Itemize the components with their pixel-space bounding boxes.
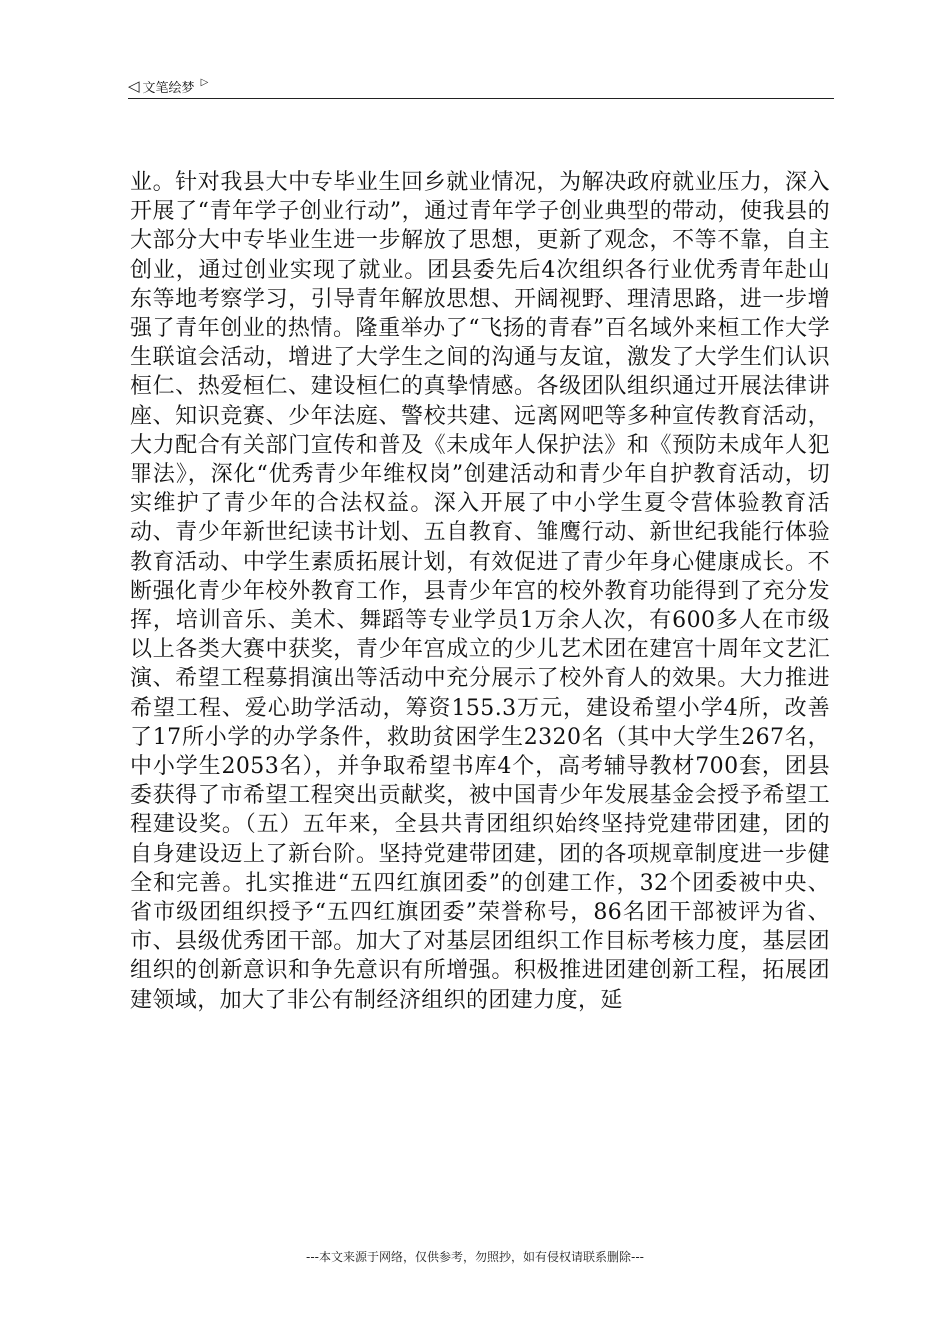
page-footer: ---本文来源于网络，仅供参考，勿照抄，如有侵权请联系删除--- xyxy=(306,1250,644,1264)
triangle-left-icon: ◁ xyxy=(128,76,140,95)
triangle-right-icon: ▷ xyxy=(200,77,209,88)
header-title: 文笔绘梦 xyxy=(142,80,195,96)
header-divider xyxy=(128,98,834,99)
page-header xyxy=(128,74,834,98)
body-paragraph: 业。针对我县大中专毕业生回乡就业情况，为解决政府就业压力，深入开展了“青年学子创业行动”，通过青年学子创业典型的带动，使我县的大部分大中专毕业生进一步解放了思想，更新了观念，不等不靠，自主创业，通过创业实现了就业。团县委先后4次组织各行业优秀青年赴山东等地考察学习，引导青年解放思想、开阔视野、理清思路，进一步增强了青年创业的热情。隆重举办了“飞扬的青春”百名域外来桓工作大学生联谊会活动，增进了大学生之间的沟通与友谊，激发了大学生们认识桓仁、热爱桓仁、建设桓仁的真挚情感。各级团队组织通过开展法律讲座、知识竞赛、少年法庭、警校共建、远离网吧等多种宣传教育活动，大力配合有关部门宣传和普及《未成年人保护法》和《预防未成年人犯罪法》，深化“优秀青少年维权岗”创建活动和青少年自护教育活动，切实维护了青少年的合法权益。深入开展了中小学生夏令营体验教育活动、青少年新世纪读书计划、五自教育、雏鹰行动、新世纪我能行体验教育活动、中学生素质拓展计划，有效促进了青少年身心健康成长。不断强化青少年校外教育工作，县青少年宫的校外教育功能得到了充分发挥，培训音乐、美术、舞蹈等专业学员1万余人次，有600多人在市级以上各类大赛中获奖，青少年宫成立的少儿艺术团在建宫十周年文艺汇演、希望工程募捐演出等活动中充分展示了校外育人的效果。大力推进希望工程、爱心助学活动，筹资155.3万元，建设希望小学4所，改善了17所小学的办学条件，救助贫困学生2320名（其中大学生267名，中小学生2053名），并争取希望书库4个，高考辅导教材700套，团县委获得了市希望工程突出贡献奖，被中国青少年发展基金会授予希望工程建设奖。（五）五年来，全县共青团组织始终坚持党建带团建，团的自身建设迈上了新台阶。坚持党建带团建，团的各项规章制度进一步健全和完善。扎实推进“五四红旗团委”的创建工作，32个团委被中央、省市级团组织授予“五四红旗团委”荣誉称号，86名团干部被评为省、市、县级优秀团干部。加大了对基层团组织工作目标考核力度，基层团组织的创新意识和争先意识有所增强。积极推进团建创新工程，拓展团建领域，加大了非公有制经济组织的团建力度，延 xyxy=(130,170,830,1013)
